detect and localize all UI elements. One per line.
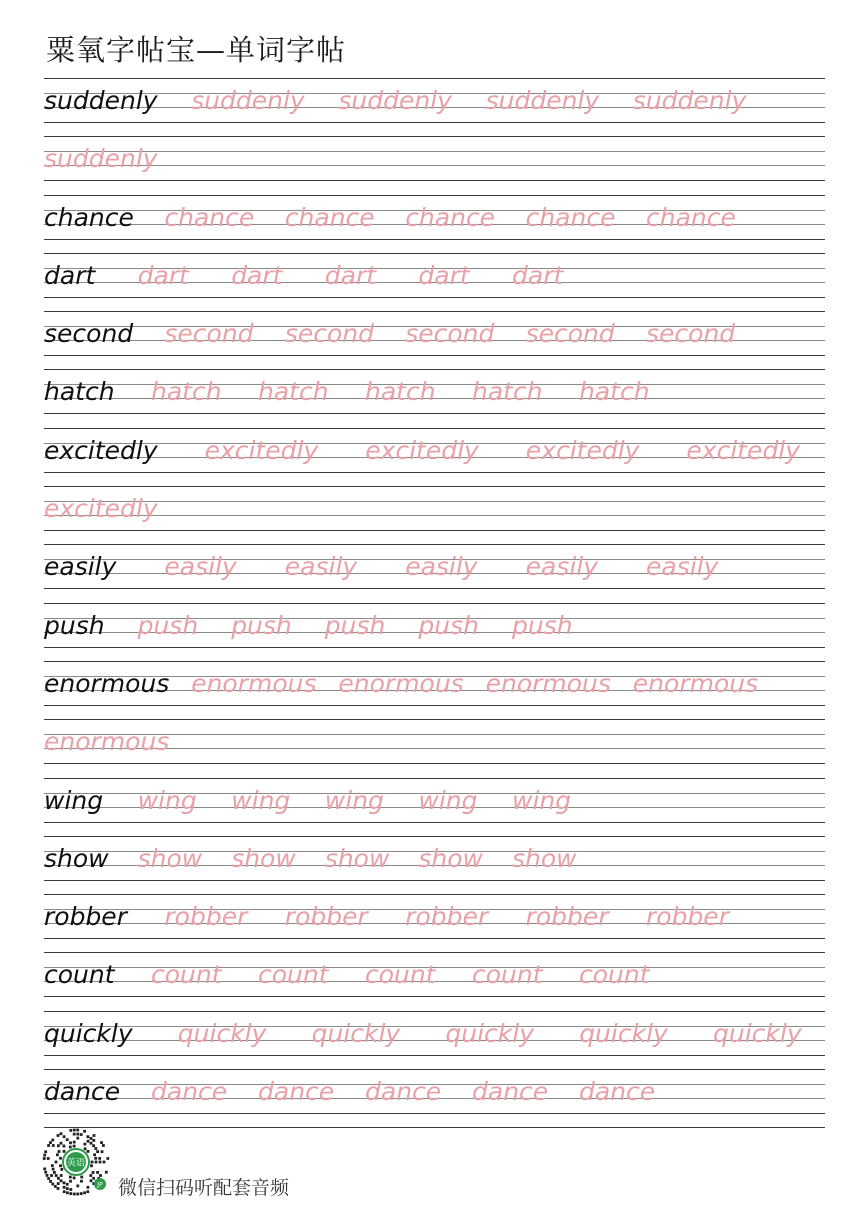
ruling-line xyxy=(44,880,825,881)
vocabulary-word: second xyxy=(44,319,134,349)
ruling-line xyxy=(44,530,825,531)
trace-word: dance xyxy=(365,1077,442,1107)
practice-row xyxy=(44,486,825,544)
ruling-line xyxy=(44,705,825,706)
practice-row xyxy=(44,544,825,602)
trace-word: suddenly xyxy=(338,86,452,115)
practice-row xyxy=(44,136,825,194)
ruling-line xyxy=(44,1011,825,1012)
vocabulary-word: push xyxy=(44,610,105,640)
row-words xyxy=(44,724,825,760)
row-words xyxy=(44,374,825,410)
trace-word: hatch xyxy=(151,377,222,407)
ruling-line xyxy=(44,1055,825,1056)
trace-word: enormous xyxy=(338,668,464,698)
trace-word: second xyxy=(405,319,495,349)
qr-code-icon[interactable] xyxy=(40,1126,112,1198)
trace-word: robber xyxy=(164,902,248,932)
footer xyxy=(40,1126,440,1206)
trace-word: hatch xyxy=(579,377,650,407)
trace-word: chance xyxy=(525,202,616,232)
ruling-line xyxy=(44,472,825,473)
practice-row xyxy=(44,1069,825,1127)
ruling-line xyxy=(44,253,825,254)
practice-row xyxy=(44,311,825,369)
vocabulary-word: enormous xyxy=(44,668,170,698)
practice-row xyxy=(44,719,825,777)
row-words xyxy=(44,841,825,877)
trace-word: dance xyxy=(472,1077,549,1107)
ruling-line xyxy=(44,311,825,312)
trace-word: chance xyxy=(646,202,736,232)
practice-grid xyxy=(44,78,825,1129)
vocabulary-word: chance xyxy=(44,202,134,232)
trace-word: robber xyxy=(284,902,368,932)
trace-word: suddenly xyxy=(632,86,747,115)
vocabulary-word: easily xyxy=(44,552,117,582)
ruling-line xyxy=(44,719,825,720)
trace-word: quickly xyxy=(311,1018,401,1048)
trace-word: quickly xyxy=(713,1018,802,1048)
row-words xyxy=(44,666,825,702)
trace-word: quickly xyxy=(177,1018,267,1048)
practice-row xyxy=(44,253,825,311)
footer-caption: 微信扫码听配套音频 xyxy=(118,1177,290,1199)
trace-word: easily xyxy=(405,552,478,582)
ruling-line xyxy=(44,836,825,837)
trace-word: robber xyxy=(646,902,729,932)
trace-word: show xyxy=(231,843,296,873)
ruling-line xyxy=(44,661,825,662)
vocabulary-word: suddenly xyxy=(44,86,158,115)
ruling-line xyxy=(44,1069,825,1070)
row-words xyxy=(44,491,825,527)
practice-row xyxy=(44,952,825,1010)
trace-word: wing xyxy=(418,785,478,815)
row-words xyxy=(44,433,825,469)
trace-word: enormous xyxy=(44,727,170,757)
trace-word: quickly xyxy=(445,1018,535,1048)
trace-word: easily xyxy=(284,552,358,582)
trace-word: suddenly xyxy=(191,86,305,115)
trace-word: hatch xyxy=(258,377,329,407)
trace-word: easily xyxy=(525,552,599,582)
ruling-line xyxy=(44,763,825,764)
ruling-line xyxy=(44,195,825,196)
row-words xyxy=(44,608,825,644)
trace-word: count xyxy=(579,960,650,990)
ruling-line xyxy=(44,428,825,429)
trace-word: dart xyxy=(137,260,189,290)
vocabulary-word: hatch xyxy=(44,377,115,407)
vocabulary-word: dance xyxy=(44,1077,121,1107)
practice-row xyxy=(44,661,825,719)
trace-word: wing xyxy=(324,785,384,815)
trace-word: excitedly xyxy=(525,435,640,465)
ruling-line xyxy=(44,894,825,895)
ruling-line xyxy=(44,136,825,137)
row-words xyxy=(44,258,825,294)
vocabulary-word: excitedly xyxy=(44,435,158,465)
trace-word: second xyxy=(164,319,254,349)
practice-row xyxy=(44,369,825,427)
ruling-line xyxy=(44,647,825,648)
page-title: 粟氧字帖宝—单词字帖 xyxy=(46,33,347,67)
trace-word: count xyxy=(151,960,222,990)
practice-row xyxy=(44,603,825,661)
practice-row xyxy=(44,428,825,486)
trace-word: enormous xyxy=(632,668,759,698)
trace-word: easily xyxy=(646,552,719,582)
trace-word: suddenly xyxy=(485,86,600,115)
trace-word: dart xyxy=(231,260,283,290)
practice-row xyxy=(44,78,825,136)
trace-word: robber xyxy=(525,902,609,932)
trace-word: show xyxy=(418,843,484,873)
trace-word: push xyxy=(512,610,573,640)
trace-word: enormous xyxy=(485,668,611,698)
trace-word: excitedly xyxy=(686,435,801,465)
practice-row xyxy=(44,195,825,253)
trace-word: dance xyxy=(151,1077,228,1107)
practice-row xyxy=(44,778,825,836)
trace-word: show xyxy=(324,843,390,873)
ruling-line xyxy=(44,822,825,823)
practice-row xyxy=(44,894,825,952)
trace-word: count xyxy=(258,960,329,990)
ruling-line xyxy=(44,486,825,487)
ruling-line xyxy=(44,369,825,370)
row-words xyxy=(44,1074,825,1110)
ruling-line xyxy=(44,603,825,604)
ruling-line xyxy=(44,544,825,545)
ruling-line xyxy=(44,996,825,997)
ruling-line xyxy=(44,78,825,79)
qr-badge-label: 英语 xyxy=(66,1158,86,1169)
ruling-line xyxy=(44,355,825,356)
ruling-line xyxy=(44,778,825,779)
ruling-line xyxy=(44,1113,825,1114)
trace-word: dance xyxy=(258,1077,335,1107)
row-words xyxy=(44,1016,825,1052)
vocabulary-word: robber xyxy=(44,902,127,932)
ruling-line xyxy=(44,588,825,589)
trace-word: hatch xyxy=(472,377,543,407)
ruling-line xyxy=(44,239,825,240)
trace-word: easily xyxy=(164,552,237,582)
trace-word: count xyxy=(365,960,436,990)
row-words xyxy=(44,549,825,585)
row-words xyxy=(44,783,825,819)
ruling-line xyxy=(44,297,825,298)
trace-word: dart xyxy=(324,260,377,290)
qr-corner-label: JP xyxy=(97,1181,103,1189)
vocabulary-word: show xyxy=(44,843,109,873)
row-words xyxy=(44,316,825,352)
practice-row xyxy=(44,836,825,894)
vocabulary-word: wing xyxy=(44,785,104,815)
trace-word: excitedly xyxy=(365,435,479,465)
trace-word: excitedly xyxy=(204,435,319,465)
trace-word: second xyxy=(646,319,736,349)
practice-row xyxy=(44,1011,825,1069)
trace-word: push xyxy=(324,610,386,640)
row-words xyxy=(44,141,825,177)
trace-word: quickly xyxy=(579,1018,668,1048)
trace-word: wing xyxy=(231,785,291,815)
trace-word: chance xyxy=(284,202,375,232)
trace-word: second xyxy=(525,319,615,349)
vocabulary-word: count xyxy=(44,960,115,990)
trace-word: dart xyxy=(418,260,470,290)
trace-word: push xyxy=(231,610,292,640)
trace-word: count xyxy=(472,960,543,990)
vocabulary-word: quickly xyxy=(44,1018,133,1048)
row-words xyxy=(44,200,825,236)
trace-word: show xyxy=(137,843,203,873)
vocabulary-word: dart xyxy=(44,260,96,290)
ruling-line xyxy=(44,122,825,123)
trace-word: chance xyxy=(405,202,496,232)
trace-word: robber xyxy=(405,902,489,932)
ruling-line xyxy=(44,413,825,414)
row-words xyxy=(44,899,825,935)
row-words xyxy=(44,83,825,119)
trace-word: excitedly xyxy=(44,494,158,524)
trace-word: show xyxy=(512,843,577,873)
trace-word: hatch xyxy=(365,377,436,407)
row-words xyxy=(44,957,825,993)
trace-word: enormous xyxy=(191,668,317,698)
ruling-line xyxy=(44,938,825,939)
trace-word: second xyxy=(284,319,374,349)
ruling-line xyxy=(44,952,825,953)
trace-word: push xyxy=(137,610,199,640)
trace-word: wing xyxy=(137,785,197,815)
trace-word: suddenly xyxy=(44,144,158,174)
trace-word: chance xyxy=(164,202,255,232)
trace-word: wing xyxy=(512,785,572,815)
ruling-line xyxy=(44,180,825,181)
trace-word: push xyxy=(418,610,479,640)
trace-word: dance xyxy=(579,1077,656,1107)
trace-word: dart xyxy=(512,260,564,290)
